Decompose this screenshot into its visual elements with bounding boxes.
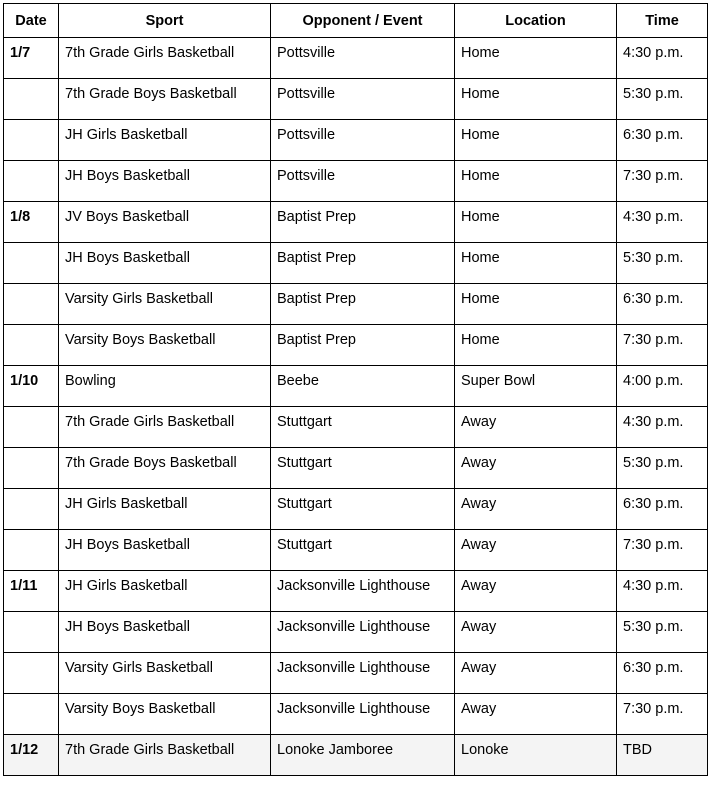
sport-cell: Varsity Boys Basketball [59,325,271,366]
table-row [4,79,708,120]
time-cell: 4:00 p.m. [617,366,708,407]
location-cell: Home [455,38,617,79]
date-cell: 1/11 [4,571,59,612]
sport-cell: 7th Grade Boys Basketball [59,448,271,489]
sport-cell: JH Girls Basketball [59,571,271,612]
date-cell [4,120,59,161]
sport-cell: JH Boys Basketball [59,530,271,571]
time-cell: 5:30 p.m. [617,79,708,120]
time-cell: 6:30 p.m. [617,284,708,325]
date-cell [4,243,59,284]
table-row [4,489,708,530]
opponent-cell: Lonoke Jamboree [271,735,455,776]
date-cell [4,530,59,571]
sport-cell: JH Girls Basketball [59,120,271,161]
opponent-cell: Jacksonville Lighthouse [271,571,455,612]
table-row [4,38,708,79]
date-cell [4,653,59,694]
time-cell: 4:30 p.m. [617,202,708,243]
table-body [4,38,708,776]
table-row [4,366,708,407]
time-cell: 6:30 p.m. [617,653,708,694]
sport-cell: 7th Grade Girls Basketball [59,735,271,776]
date-cell [4,448,59,489]
date-cell [4,284,59,325]
time-cell: TBD [617,735,708,776]
location-cell: Away [455,653,617,694]
location-cell: Home [455,120,617,161]
sport-cell: Bowling [59,366,271,407]
opponent-cell: Jacksonville Lighthouse [271,612,455,653]
header-opponent: Opponent / Event [271,4,455,38]
time-cell: 7:30 p.m. [617,325,708,366]
location-cell: Home [455,325,617,366]
header-time: Time [617,4,708,38]
location-cell: Home [455,161,617,202]
location-cell: Home [455,284,617,325]
table-row [4,120,708,161]
table-row [4,407,708,448]
opponent-cell: Stuttgart [271,530,455,571]
opponent-cell: Pottsville [271,120,455,161]
sport-cell: JV Boys Basketball [59,202,271,243]
sport-cell: JH Girls Basketball [59,489,271,530]
date-cell [4,612,59,653]
sport-cell: JH Boys Basketball [59,612,271,653]
opponent-cell: Stuttgart [271,407,455,448]
sport-cell: Varsity Boys Basketball [59,694,271,735]
table-row [4,202,708,243]
table-header [4,4,708,38]
table-row [4,161,708,202]
time-cell: 6:30 p.m. [617,489,708,530]
time-cell: 4:30 p.m. [617,407,708,448]
sport-cell: Varsity Girls Basketball [59,653,271,694]
time-cell: 5:30 p.m. [617,448,708,489]
location-cell: Home [455,79,617,120]
table-row [4,571,708,612]
location-cell: Away [455,448,617,489]
sport-cell: JH Boys Basketball [59,243,271,284]
table-row [4,325,708,366]
table-row [4,612,708,653]
date-cell: 1/10 [4,366,59,407]
header-date: Date [4,4,59,38]
date-cell [4,694,59,735]
date-cell [4,325,59,366]
date-cell: 1/8 [4,202,59,243]
sport-cell: JH Boys Basketball [59,161,271,202]
opponent-cell: Baptist Prep [271,284,455,325]
location-cell: Super Bowl [455,366,617,407]
date-cell [4,489,59,530]
opponent-cell: Baptist Prep [271,325,455,366]
opponent-cell: Pottsville [271,161,455,202]
location-cell: Away [455,571,617,612]
table-row [4,284,708,325]
opponent-cell: Beebe [271,366,455,407]
location-cell: Home [455,243,617,284]
opponent-cell: Baptist Prep [271,202,455,243]
sport-cell: 7th Grade Girls Basketball [59,38,271,79]
date-cell [4,407,59,448]
time-cell: 5:30 p.m. [617,243,708,284]
time-cell: 4:30 p.m. [617,571,708,612]
location-cell: Away [455,407,617,448]
opponent-cell: Pottsville [271,38,455,79]
location-cell: Away [455,694,617,735]
sport-cell: 7th Grade Boys Basketball [59,79,271,120]
schedule-table [3,3,708,776]
date-cell: 1/7 [4,38,59,79]
date-cell: 1/12 [4,735,59,776]
date-cell [4,79,59,120]
sport-cell: 7th Grade Girls Basketball [59,407,271,448]
time-cell: 6:30 p.m. [617,120,708,161]
date-cell [4,161,59,202]
sport-cell: Varsity Girls Basketball [59,284,271,325]
table-row [4,735,708,776]
table-row [4,530,708,571]
opponent-cell: Baptist Prep [271,243,455,284]
table-row [4,694,708,735]
time-cell: 7:30 p.m. [617,530,708,571]
time-cell: 4:30 p.m. [617,38,708,79]
header-sport: Sport [59,4,271,38]
opponent-cell: Stuttgart [271,448,455,489]
location-cell: Away [455,530,617,571]
time-cell: 5:30 p.m. [617,612,708,653]
opponent-cell: Jacksonville Lighthouse [271,694,455,735]
time-cell: 7:30 p.m. [617,161,708,202]
header-location: Location [455,4,617,38]
location-cell: Lonoke [455,735,617,776]
opponent-cell: Pottsville [271,79,455,120]
table-row [4,243,708,284]
time-cell: 7:30 p.m. [617,694,708,735]
table-row [4,448,708,489]
location-cell: Home [455,202,617,243]
location-cell: Away [455,612,617,653]
opponent-cell: Jacksonville Lighthouse [271,653,455,694]
header-row [4,4,708,38]
table-row [4,653,708,694]
opponent-cell: Stuttgart [271,489,455,530]
location-cell: Away [455,489,617,530]
